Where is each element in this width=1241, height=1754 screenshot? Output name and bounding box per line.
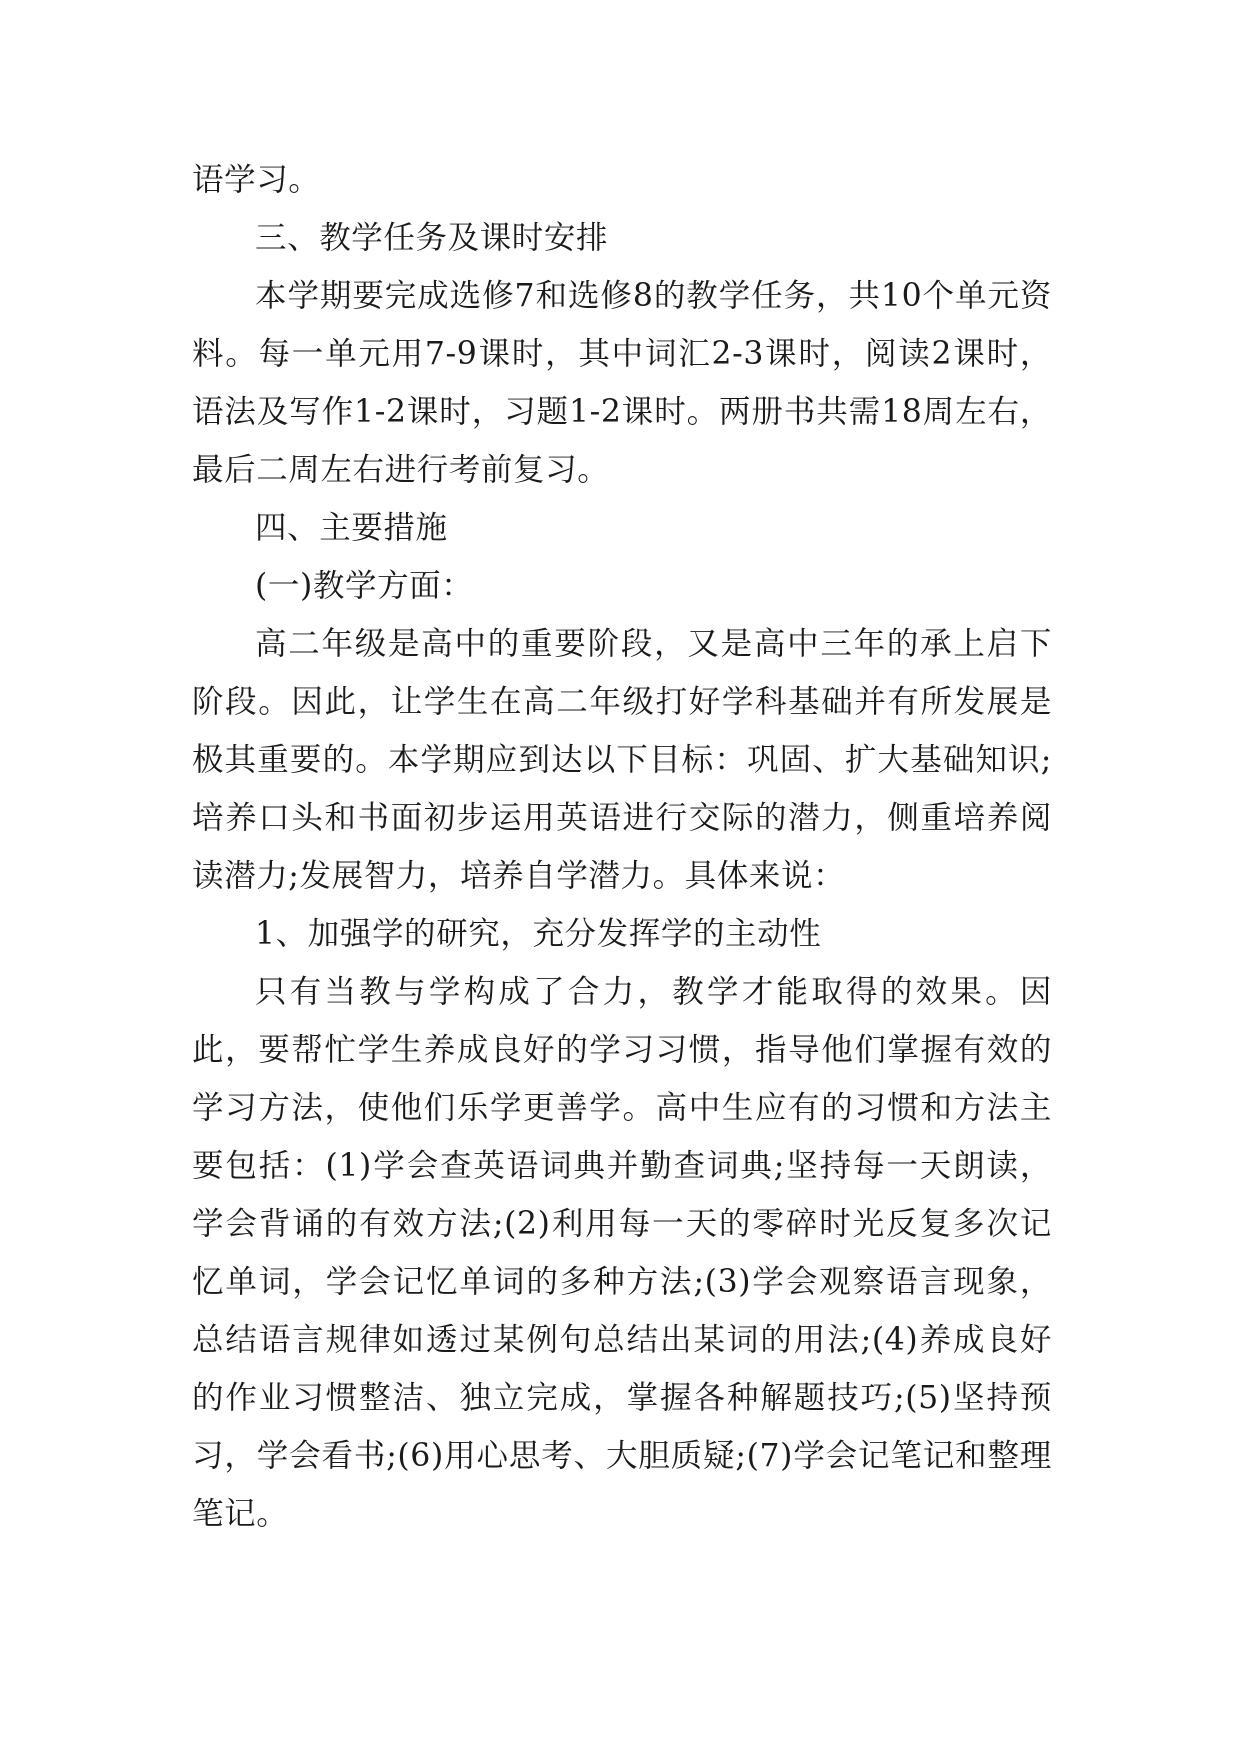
document-body	[192, 151, 1052, 1543]
paragraph-grade-goals: 高二年级是高中的重要阶段，又是高中三年的承上启下阶段。因此，让学生在高二年级打好学科基础并有所发展是极其重要的。本学期应到达以下目标：巩固、扩大基础知识;培养口头和书面初步运用英语进行交际的潜力，侧重培养阅读潜力;发展智力，培养自学潜力。具体来说：	[192, 626, 1052, 894]
item-heading-learning-research: 1、加强学的研究，充分发挥学的主动性	[255, 916, 822, 952]
section-heading-teaching-tasks: 三、教学任务及课时安排	[255, 220, 609, 256]
subsection-heading-teaching: (一)教学方面：	[255, 568, 474, 604]
section-heading-main-measures: 四、主要措施	[255, 510, 448, 546]
paragraph-continuation: 语学习。	[192, 162, 321, 198]
paragraph-study-habits: 只有当教与学构成了合力，教学才能取得的效果。因此，要帮忙学生养成良好的学习习惯，指导他们掌握有效的学习方法，使他们乐学更善学。高中生应有的习惯和方法主要包括：(1)学会查英语词典并勤查词典;坚持每一天朗读，学会背诵的有效方法;(2)利用每一天的零碎时光反复多次记忆单词，学会记忆单词的多种方法;(3)学会观察语言现象，总结语言规律如透过某例句总结出某词的用法;(4)养成良好的作业习惯整洁、独立完成，掌握各种解题技巧;(5)坚持预习，学会看书;(6)用心思考、大胆质疑;(7)学会记笔记和整理笔记。	[192, 974, 1052, 1532]
paragraph-teaching-tasks: 本学期要完成选修7和选修8的教学任务，共10个单元资料。每一单元用7-9课时，其中词汇2-3课时，阅读2课时，语法及写作1-2课时，习题1-2课时。两册书共需18周左右，最后二周左右进行考前复习。	[192, 278, 1052, 488]
